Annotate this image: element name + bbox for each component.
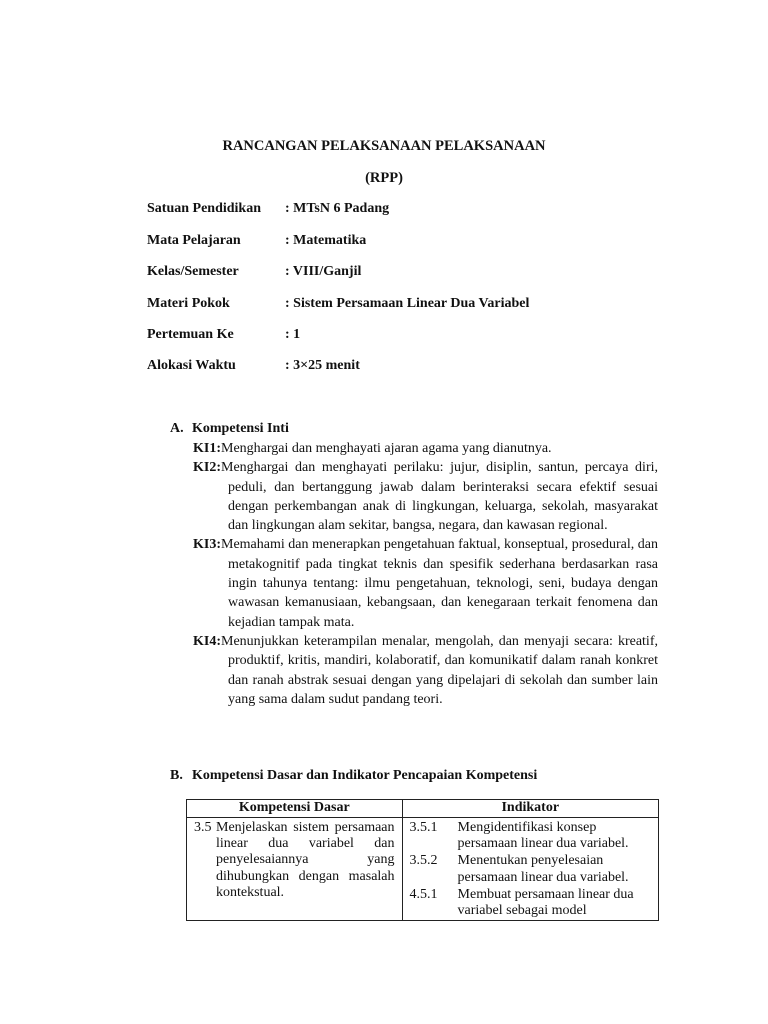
kd-number: 3.5 xyxy=(194,820,212,835)
indicator-number: 3.5.2 xyxy=(409,853,438,869)
ki-code: KI1: xyxy=(193,441,221,456)
ki-text: Menghargai dan menghayati ajaran agama yang dianutnya. xyxy=(221,441,552,456)
ki-code: KI4: xyxy=(193,633,221,649)
indicator-text: Membuat persamaan linear dua variabel sebagai model xyxy=(457,886,634,919)
indicator-text: Mengidentifikasi konsep persamaan linear dua variabel. xyxy=(457,820,629,852)
table-header-row xyxy=(187,800,659,818)
ki-text: Menunjukkan keterampilan menalar, mengolah, dan menyaji secara: kreatif, produktif, kritis, mandiri, kolaboratif, dan komunikatif dalam ranah konkret dan ranah abstrak sesuai dengan yang dipelajari di sekolah dan sumber lain yang sama dalam sudut pandang teori. xyxy=(221,633,658,707)
indicator-cell xyxy=(402,818,658,921)
ki-code: KI2: xyxy=(193,460,221,476)
ki-item xyxy=(193,535,658,631)
document-title: RANCANGAN PELAKSANAAN PELAKSANAAN xyxy=(222,138,546,154)
info-label: Kelas/Semester xyxy=(147,264,239,279)
indicator-item xyxy=(404,852,657,885)
info-label: Mata Pelajaran xyxy=(147,233,241,248)
section-title: Kompetensi Inti xyxy=(192,421,289,436)
info-value: : Matematika xyxy=(285,233,367,248)
ki-text: Menghargai dan menghayati perilaku: jujur, disiplin, santun, percaya diri, peduli, dan bertanggung jawab dalam berinteraksi secara efektif sesuai dengan perkembangan anak di lingkungan, keluarga, sekolah, masyarakat dan lingkungan alam sekitar, bangsa, negara, dan kawasan regional. xyxy=(221,460,658,534)
ki-item xyxy=(193,458,658,535)
table-header: Indikator xyxy=(402,800,658,818)
ki-text: Memahami dan menerapkan pengetahuan faktual, konseptual, prosedural, dan metakognitif pada tingkat teknis dan spesifik sederhana berdasarkan rasa ingin tahunya tentang: ilmu pengetahuan, teknologi, seni, budaya dengan wawasan kemanusiaan, kebangsaan, dan kenegaraan terkait fenomena dan kejadian tampak mata. xyxy=(221,537,658,630)
indicator-number: 4.5.1 xyxy=(409,886,438,902)
indicator-item xyxy=(404,886,657,919)
info-value: : VIII/Ganjil xyxy=(285,264,362,279)
kompetensi-inti-list xyxy=(193,439,658,709)
indicator-number: 3.5.1 xyxy=(409,820,438,835)
info-label: Satuan Pendidikan xyxy=(147,201,261,216)
info-label: Pertemuan Ke xyxy=(147,327,234,342)
section-letter: B. xyxy=(170,768,183,783)
info-label: Alokasi Waktu xyxy=(147,358,236,373)
kompetensi-table xyxy=(186,799,659,921)
document-subtitle: (RPP) xyxy=(365,170,403,186)
section-letter: A. xyxy=(170,421,184,436)
ki-item xyxy=(193,439,658,458)
info-value: : Sistem Persamaan Linear Dua Variabel xyxy=(285,296,530,311)
indicator-item xyxy=(404,819,657,852)
info-value: : 3×25 menit xyxy=(285,358,360,373)
table-header: Kompetensi Dasar xyxy=(187,800,403,818)
section-title: Kompetensi Dasar dan Indikator Pencapaian Kompetensi xyxy=(192,768,538,783)
info-value: : MTsN 6 Padang xyxy=(285,201,390,216)
ki-item xyxy=(193,632,658,709)
info-value: : 1 xyxy=(285,327,301,342)
info-label: Materi Pokok xyxy=(147,296,230,311)
kd-cell xyxy=(187,818,403,921)
indicator-text: Menentukan penyelesaian persamaan linear dua variabel. xyxy=(457,853,629,885)
ki-code: KI3: xyxy=(193,537,221,553)
table-row xyxy=(187,818,659,921)
kd-text: Menjelaskan sistem persamaan linear dua variabel dan penyelesaiannya yang dihubungkan dengan masalah kontekstual. xyxy=(216,820,395,900)
